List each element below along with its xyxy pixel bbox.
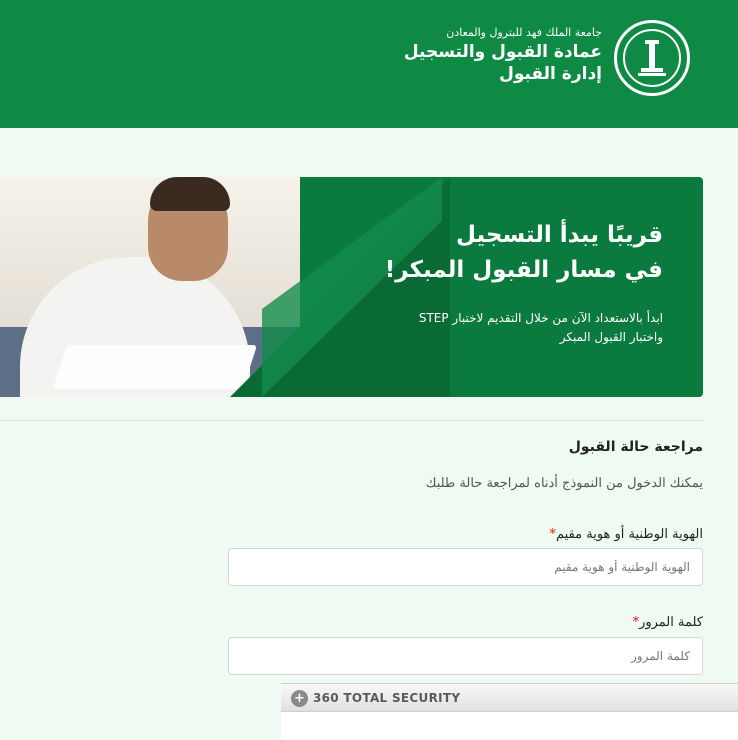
national-id-label: الهوية الوطنية أو هوية مقيم* [549,527,703,542]
university-name: جامعة الملك فهد للبترول والمعادن [446,26,602,39]
kfupm-seal-icon[interactable] [614,20,690,96]
plus-circle-icon[interactable]: + [291,690,308,707]
security-panel [281,712,738,740]
national-id-input[interactable] [228,548,703,586]
banner-title: قريبًا يبدأ التسجيل [455,222,663,248]
student-photo [0,177,300,397]
banner-title-line2: في مسار القبول المبكر! [384,257,663,283]
early-admission-banner[interactable] [0,177,703,397]
required-mark: * [632,615,640,630]
site-header [0,0,738,128]
security-toolbar[interactable] [281,683,738,712]
security-toolbar-label: 360 TOTAL SECURITY [313,691,461,705]
section-divider [0,420,703,421]
deanship-name: عمادة القبول والتسجيل [403,42,602,62]
password-input[interactable] [228,637,703,675]
form-title: مراجعة حالة القبول [568,439,703,455]
banner-subtitle: ابدأ بالاستعداد الآن من خلال التقديم لاختبار STEP [418,311,663,325]
required-mark: * [549,527,556,542]
password-label: كلمة المرور* [632,615,703,630]
banner-subtitle-line2: واختبار القبول المبكر [559,330,663,344]
department-name: إدارة القبول [499,64,602,84]
form-description: يمكنك الدخول من النموذج أدناه لمراجعة حالة طلبك [425,476,703,491]
